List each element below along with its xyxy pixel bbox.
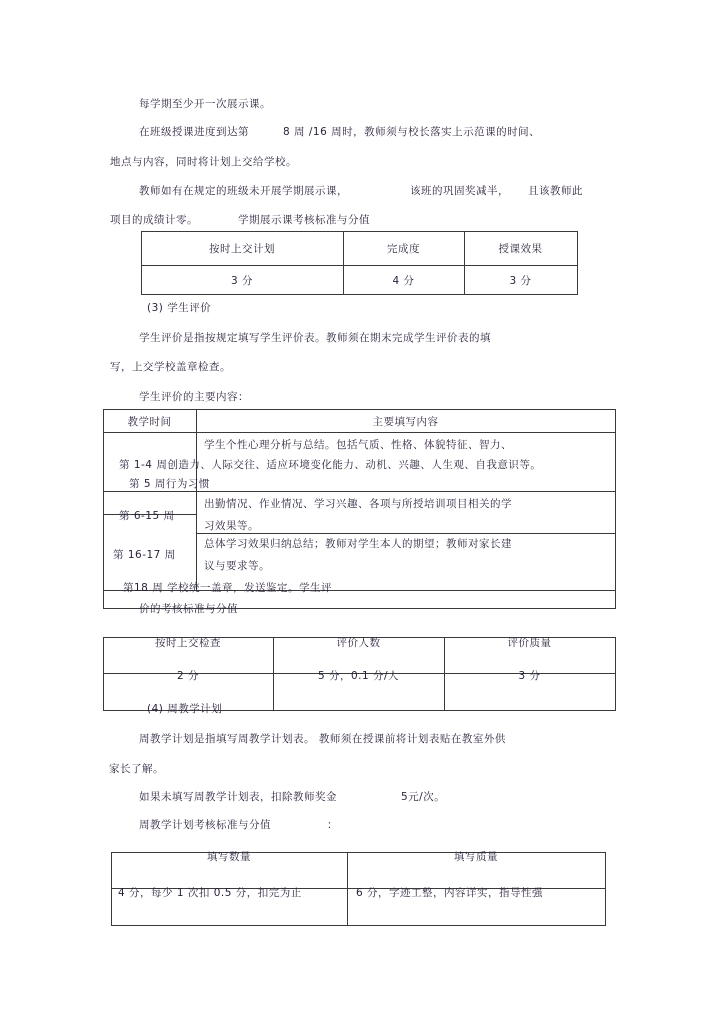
- table-header: 授课效果: [498, 243, 543, 255]
- paragraph-text: 该班的巩固奖减半，: [410, 185, 509, 197]
- paragraph-text: 周教学计划是指填写周教学计划表。 教师须在授课前将计划表贴在教室外供: [139, 733, 506, 745]
- paragraph-text: 如果未填写周教学计划表，扣除教师奖金: [139, 791, 337, 803]
- paragraph-text: 且该教师此: [528, 185, 583, 197]
- paragraph-text: 家长了解。: [109, 763, 164, 775]
- table-cell: 5 分，0.1 分/人: [317, 670, 400, 682]
- table-cell: 学生个性心理分析与总结。包括气质、性格、体貌特征、智力、: [204, 439, 512, 451]
- table-header: 教学时间: [127, 416, 172, 428]
- table-header: 评价人数: [336, 637, 381, 649]
- table-header: 评价质量: [507, 637, 552, 649]
- paragraph-text: 8 周 /16 周时，教师须与校长落实上示范课的时间、: [283, 126, 541, 138]
- table-cell: 3 分: [230, 275, 254, 287]
- table-cell: 议与要求等。: [204, 560, 270, 572]
- table-cell: 第 1-4 周创造力、人际交往、适应环境变化能力、动机、兴趣、人生观、自我意识等。: [119, 459, 542, 471]
- table-caption: 价的考核标准与分值: [139, 603, 238, 615]
- section-heading: (3) 学生评价: [147, 302, 212, 314]
- table-caption: 学期展示课考核标准与分值: [238, 214, 370, 226]
- table-cell: 第 6-15 周: [119, 510, 175, 522]
- table-cell: 第 5 周行为习惯: [129, 478, 210, 490]
- table-header: 按时上交计划: [209, 243, 275, 255]
- table-cell: 6 分，字迹工整，内容详实，指导性强: [356, 887, 544, 899]
- table-cell: 3 分: [509, 275, 532, 287]
- paragraph-text: 在班级授课进度到达第: [139, 126, 249, 138]
- paragraph-text: 写，上交学校盖章检查。: [110, 361, 231, 373]
- paragraph-text: 地点与内容，同时将计划上交给学校。: [110, 156, 297, 168]
- table-caption: ：: [327, 819, 338, 831]
- table-cell: 总体学习效果归纳总结；教师对学生本人的期望；教师对家长建: [204, 538, 512, 550]
- table-cell: 习效果等。: [204, 520, 259, 532]
- table-caption: 周教学计划考核标准与分值: [139, 819, 271, 831]
- paragraph-text: 每学期至少开一次展示课。: [139, 98, 271, 110]
- table-cell: 第18 周 学校统一盖章，发送鉴定。学生评: [123, 582, 333, 594]
- table-header: 完成度: [387, 243, 420, 255]
- paragraph-text: 教师如有在规定的班级未开展学期展示课，: [139, 185, 348, 197]
- paragraph-text: 学生评价的主要内容：: [139, 391, 249, 403]
- table-cell: 2 分: [176, 670, 200, 682]
- paragraph-text: 学生评价是指按规定填写学生评价表。教师须在期末完成学生评价表的填: [139, 332, 491, 344]
- section-heading: (4) 周教学计划: [147, 703, 223, 715]
- table-cell: 出勤情况、作业情况、学习兴趣、各项与所授培训项目相关的学: [204, 498, 512, 510]
- paragraph-text: 5元/次。: [401, 791, 446, 803]
- table-cell: 4 分，每少 1 次扣 0.5 分，扣完为止: [118, 887, 302, 899]
- table-cell: 4 分: [392, 275, 415, 287]
- table-header: 按时上交检查: [155, 637, 221, 649]
- table-header: 主要填写内容: [372, 416, 439, 428]
- table-header: 填写数量: [207, 851, 251, 863]
- table-cell: 3 分: [518, 670, 541, 682]
- table-cell: 第 16-17 周: [113, 549, 176, 561]
- paragraph-text: 项目的成绩计零。: [110, 214, 198, 226]
- table-header: 填写质量: [454, 851, 498, 863]
